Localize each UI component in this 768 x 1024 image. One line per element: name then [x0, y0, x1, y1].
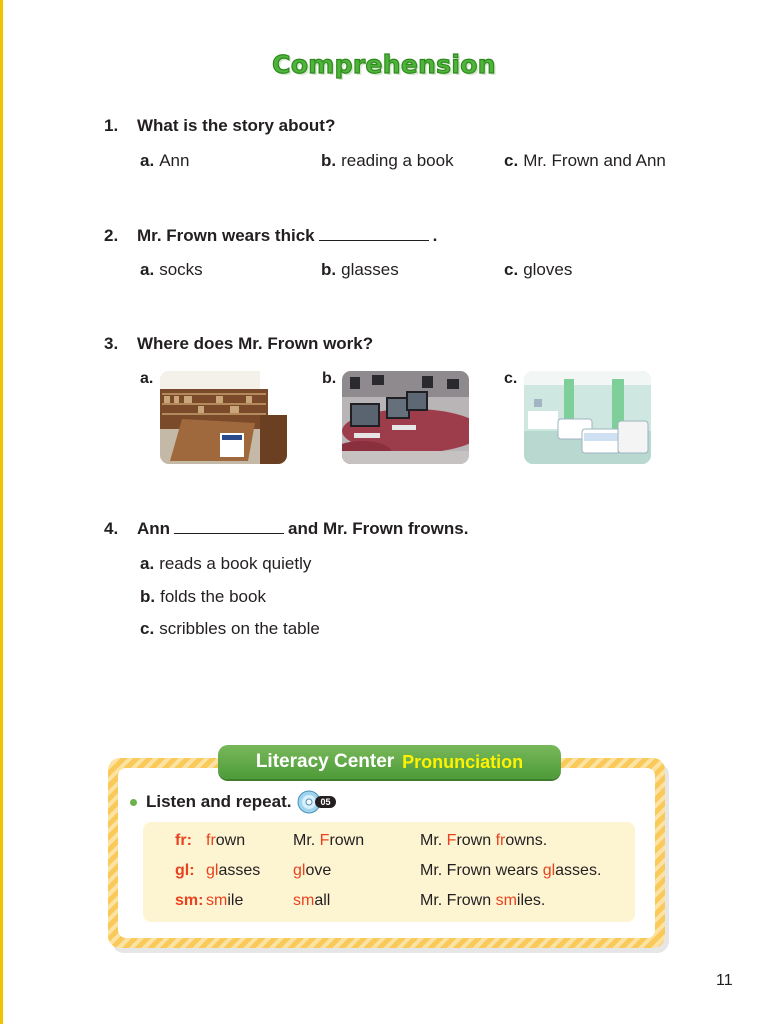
- instruction-text: Listen and repeat.: [146, 792, 292, 811]
- option-text: folds the book: [160, 587, 266, 606]
- example-word: glasses: [206, 862, 261, 879]
- option-text: scribbles on the table: [159, 619, 320, 638]
- option-letter: a.: [140, 151, 155, 170]
- question-text-after: and Mr. Frown frowns.: [288, 519, 469, 538]
- option-4a[interactable]: [140, 554, 311, 574]
- option-2b[interactable]: [321, 260, 399, 280]
- question-number: 1.: [104, 116, 119, 135]
- page-edge-rule: [0, 0, 3, 1024]
- option-letter: a.: [140, 554, 155, 573]
- option-letter: c.: [140, 619, 155, 638]
- page-title: Comprehension: [272, 50, 496, 79]
- question-number: 2.: [104, 226, 119, 245]
- bullet-icon: [130, 799, 137, 806]
- option-letter: b.: [322, 370, 337, 387]
- question-2: [104, 226, 437, 246]
- option-4b[interactable]: [140, 587, 266, 607]
- sound-label: fr:: [175, 832, 192, 849]
- example-phrase: Mr. Frown: [293, 832, 365, 849]
- option-text: gloves: [523, 260, 573, 279]
- answer-blank[interactable]: [319, 227, 429, 241]
- question-text-before: Ann: [137, 519, 171, 538]
- option-1c[interactable]: [504, 151, 666, 171]
- question-text: What is the story about?: [137, 116, 336, 135]
- option-text: glasses: [341, 260, 399, 279]
- option-letter: c.: [504, 370, 518, 387]
- question-1: [104, 116, 335, 136]
- example-word: frown: [206, 832, 246, 849]
- option-2c[interactable]: [504, 260, 572, 280]
- library-photo[interactable]: [160, 371, 287, 464]
- question-number: 4.: [104, 519, 119, 538]
- listen-instruction: [130, 790, 336, 814]
- option-letter: c.: [504, 260, 519, 279]
- question-text: Where does Mr. Frown work?: [137, 334, 374, 353]
- option-1a[interactable]: [140, 151, 189, 171]
- example-word: smile: [206, 892, 244, 909]
- page-number: 11: [716, 972, 733, 989]
- literacy-center-title: Literacy Center: [255, 751, 395, 772]
- track-number-badge: 05: [315, 796, 335, 808]
- option-text: reads a book quietly: [159, 554, 312, 573]
- answer-blank[interactable]: [174, 520, 284, 534]
- example-sentence: Mr. Frown smiles.: [420, 892, 546, 909]
- example-phrase: small: [293, 892, 331, 909]
- option-letter: c.: [504, 151, 519, 170]
- option-letter: b.: [321, 151, 337, 170]
- option-text: Ann: [159, 151, 190, 170]
- computer-lab-photo[interactable]: [342, 371, 469, 464]
- example-sentence: Mr. Frown wears glasses.: [420, 862, 602, 879]
- literacy-center-header: [218, 745, 561, 779]
- option-letter: b.: [140, 587, 156, 606]
- option-text: Mr. Frown and Ann: [523, 151, 666, 170]
- question-number: 3.: [104, 334, 119, 353]
- option-text: reading a book: [341, 151, 454, 170]
- question-text-after: .: [432, 226, 438, 245]
- option-letter: a.: [140, 370, 154, 387]
- question-3: [104, 334, 373, 354]
- hospital-ward-photo[interactable]: [524, 371, 651, 464]
- sound-label: sm:: [175, 892, 204, 909]
- question-4: [104, 519, 468, 539]
- option-letter: a.: [140, 260, 155, 279]
- example-sentence: Mr. Frown frowns.: [420, 832, 548, 849]
- sound-label: gl:: [175, 862, 195, 879]
- option-letter: b.: [321, 260, 337, 279]
- option-2a[interactable]: [140, 260, 203, 280]
- literacy-center-subtitle: Pronunciation: [402, 751, 524, 772]
- option-1b[interactable]: [321, 151, 454, 171]
- question-text-before: Mr. Frown wears thick: [137, 226, 315, 245]
- example-phrase: glove: [293, 862, 332, 879]
- option-4c[interactable]: [140, 619, 320, 639]
- audio-track-button[interactable]: [297, 790, 335, 814]
- option-text: socks: [159, 260, 203, 279]
